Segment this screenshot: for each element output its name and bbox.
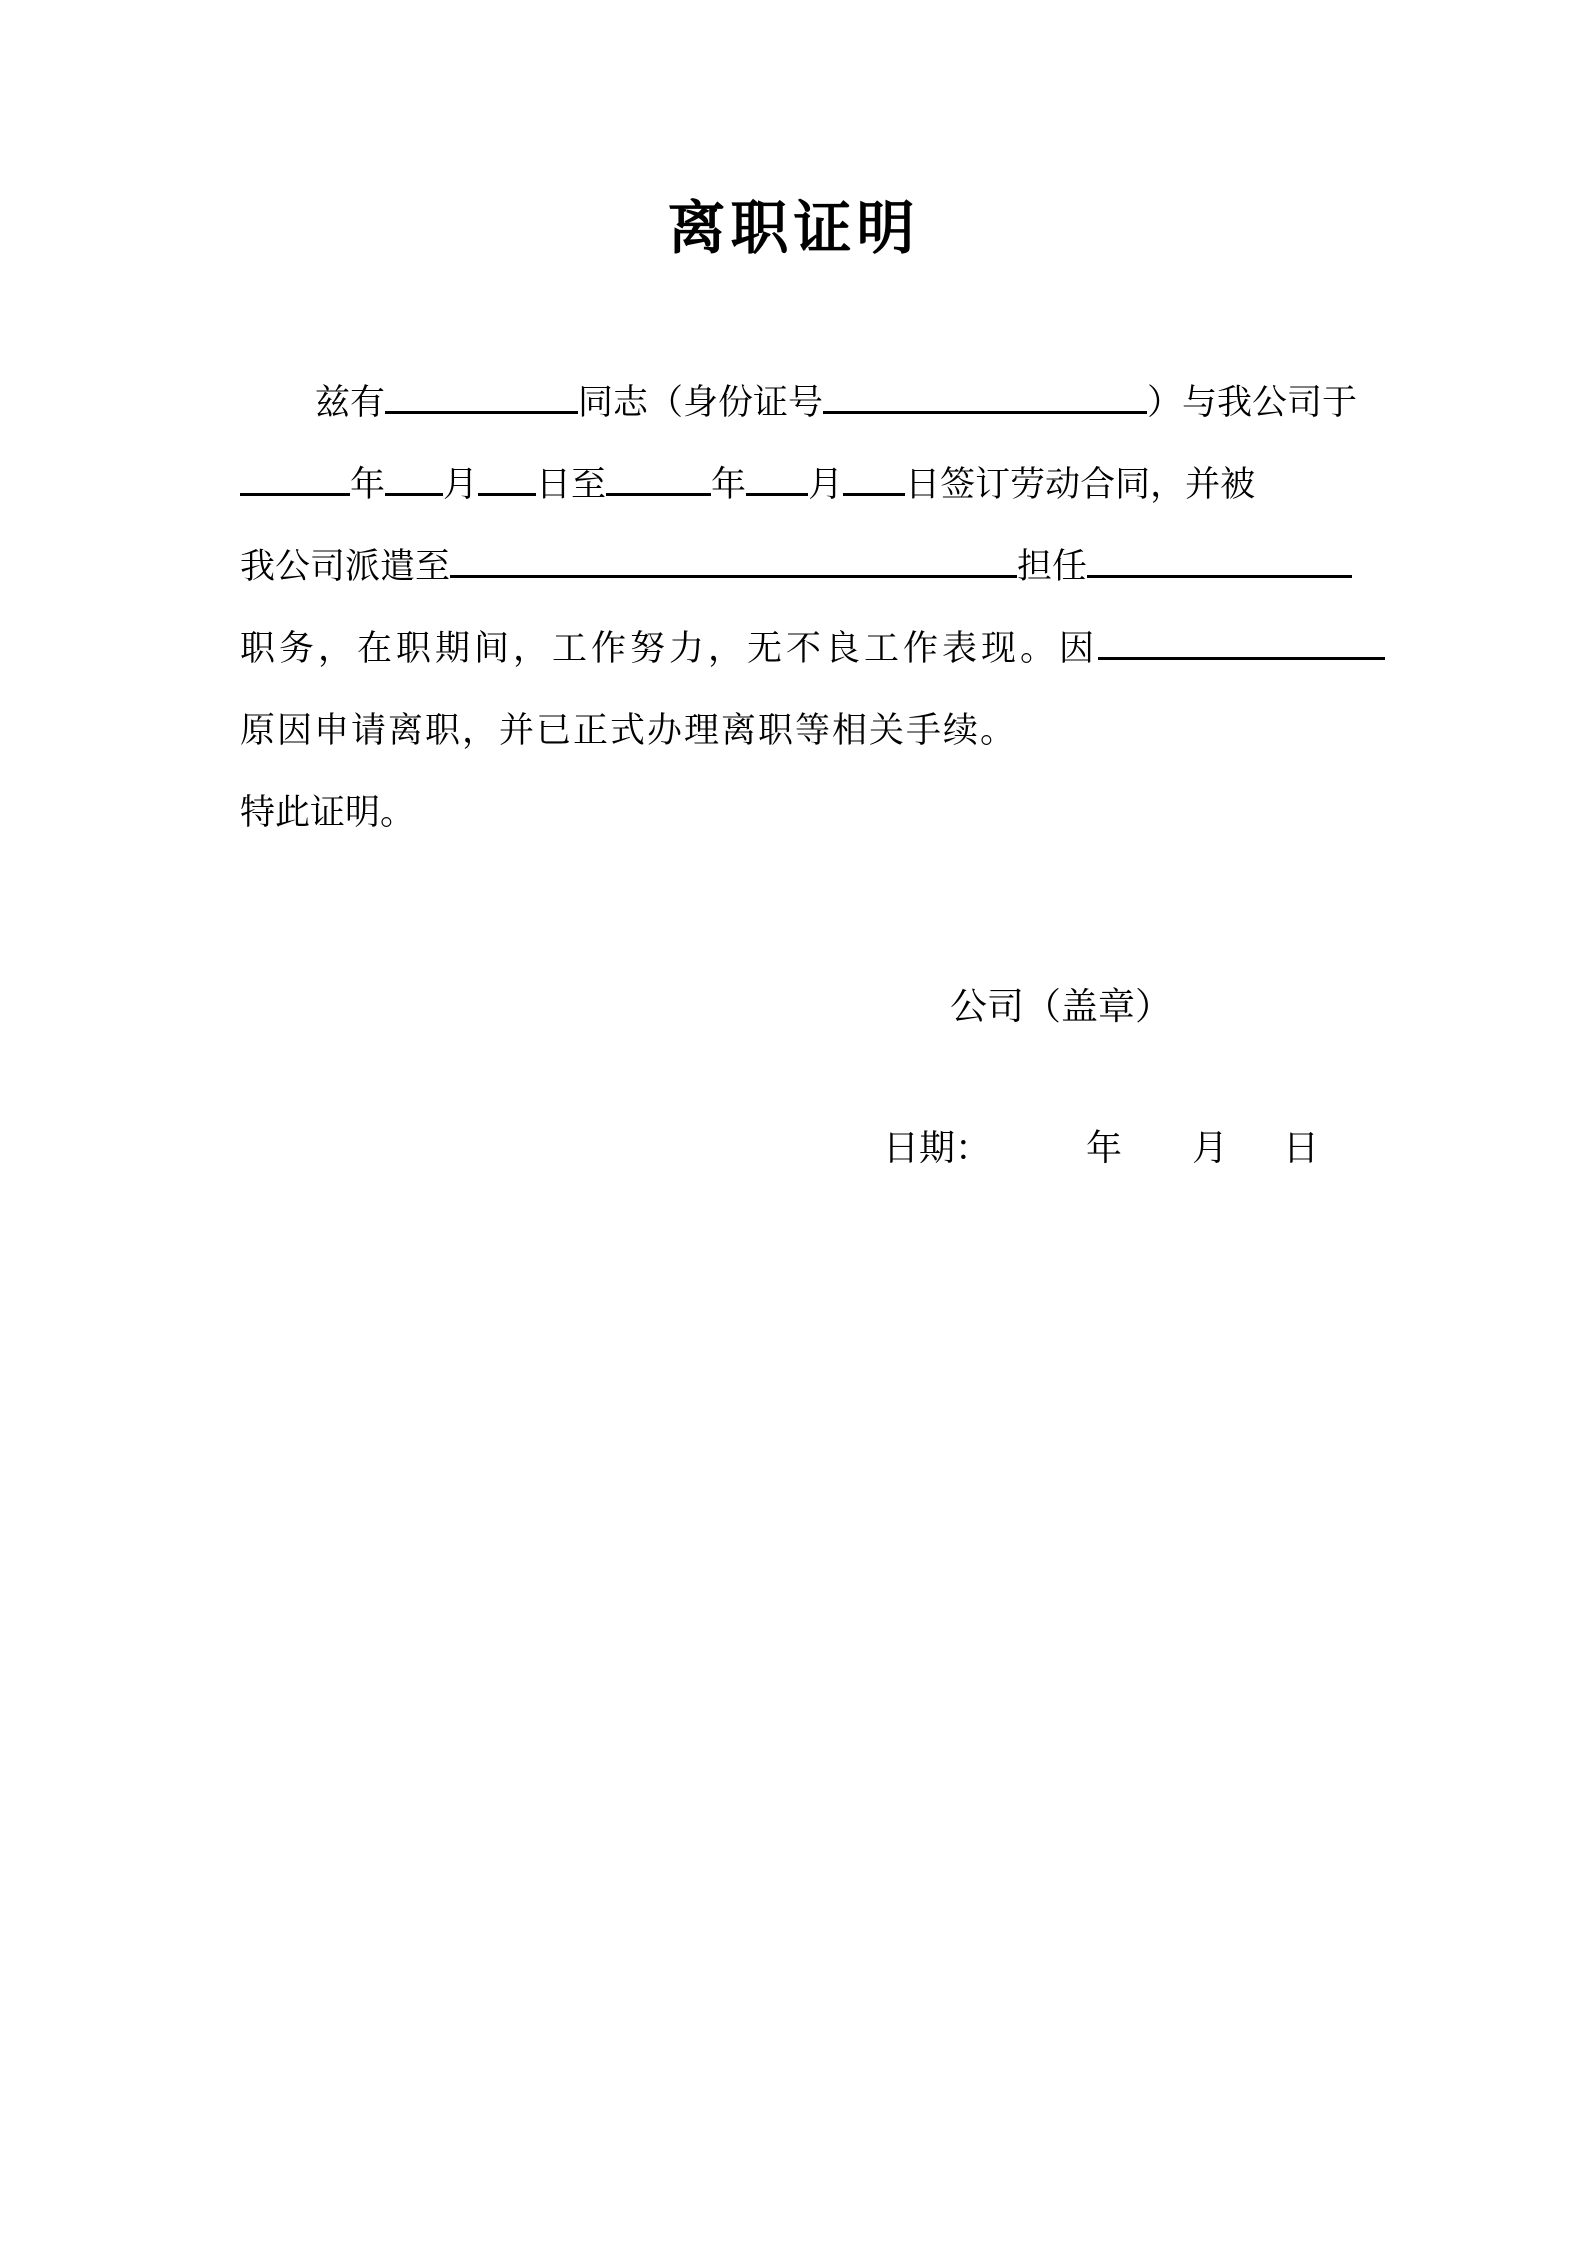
date-line	[883, 1122, 1587, 1174]
start-year-blank-field[interactable]	[240, 487, 350, 496]
start-month-label: 月	[443, 465, 479, 504]
date-year-space	[991, 1159, 1086, 1160]
line1-lead-text: 兹有	[315, 383, 386, 422]
resignation-reason-blank-field[interactable]	[1098, 651, 1385, 660]
line1-mid-text: 同志（身份证号	[578, 383, 824, 422]
date-day-space	[1228, 1159, 1283, 1160]
end-month-label: 月	[808, 465, 844, 504]
body-line-4	[240, 608, 1387, 690]
line3-lead-text: 我公司派遣至	[240, 547, 451, 586]
start-day-to-label: 日至	[536, 465, 607, 504]
company-seal-line	[950, 982, 1587, 1034]
line1-tail-text: ）与我公司于	[1147, 383, 1358, 422]
body-line-6	[240, 772, 1387, 854]
date-month-label: 月	[1192, 1128, 1229, 1168]
id-number-blank-field[interactable]	[823, 405, 1147, 414]
document-body	[240, 362, 1387, 854]
end-year-label: 年	[711, 465, 747, 504]
start-month-blank-field[interactable]	[385, 487, 443, 496]
start-year-label: 年	[350, 465, 386, 504]
body-line-3	[240, 526, 1387, 608]
end-day-blank-field[interactable]	[843, 487, 905, 496]
date-day-label: 日	[1283, 1128, 1320, 1168]
date-year-label: 年	[1086, 1128, 1123, 1168]
dispatch-company-blank-field[interactable]	[450, 569, 1017, 578]
body-line-5	[240, 690, 1387, 772]
line3-mid-text: 担任	[1017, 547, 1088, 586]
date-month-space	[1122, 1159, 1192, 1160]
line4-lead-text: 职务，在职期间，工作努力，无不良工作表现。因	[240, 629, 1099, 668]
body-line-2	[240, 444, 1387, 526]
body-line-1	[240, 362, 1387, 444]
line5-text: 原因申请离职，并已正式办理离职等相关手续。	[240, 711, 1018, 750]
position-blank-field[interactable]	[1087, 569, 1352, 578]
line2-tail-text: 日签订劳动合同，并被	[905, 465, 1256, 504]
employee-name-blank-field[interactable]	[385, 405, 578, 414]
start-day-blank-field[interactable]	[478, 487, 536, 496]
end-year-blank-field[interactable]	[606, 487, 711, 496]
date-label: 日期：	[883, 1128, 992, 1168]
line6-text: 特此证明。	[240, 793, 416, 832]
company-seal-label: 公司（盖章）	[950, 987, 1172, 1028]
document-title: 离职证明	[667, 196, 920, 261]
end-month-blank-field[interactable]	[746, 487, 808, 496]
